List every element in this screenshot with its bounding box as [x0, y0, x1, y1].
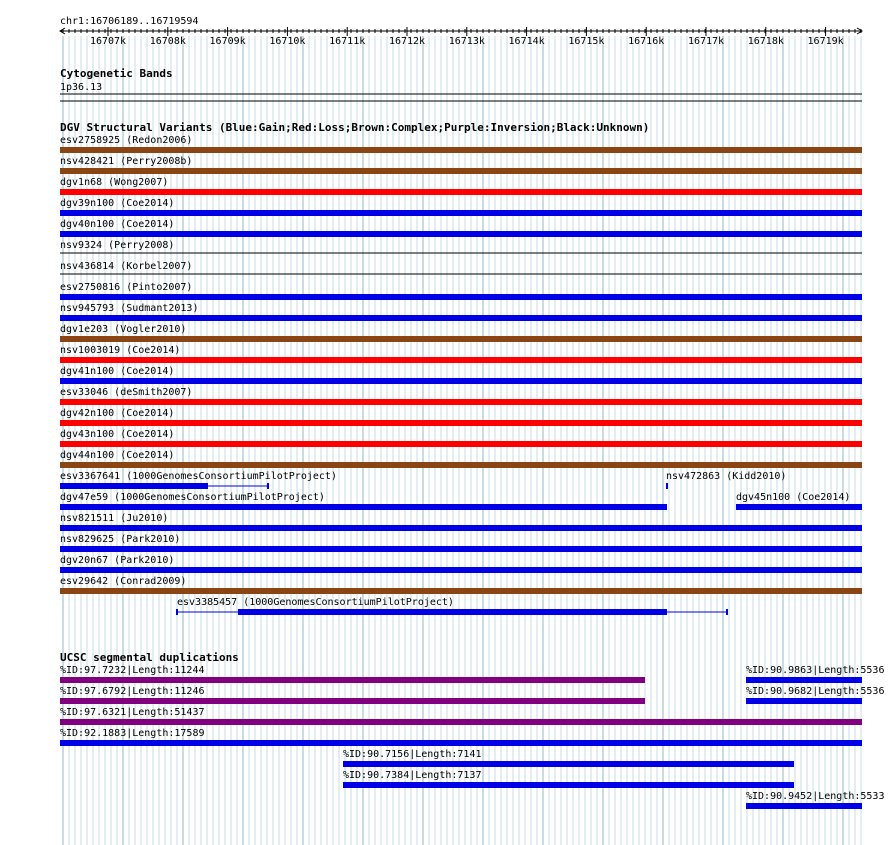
ruler-tick-labels: [90, 27, 844, 47]
cytoband-track[interactable]: [60, 67, 862, 101]
cytoband-label: 1p36.13: [60, 82, 103, 93]
dgv-feature[interactable]: [60, 198, 862, 216]
dgv-feature[interactable]: [60, 576, 862, 594]
segdup-feature-bar: [746, 677, 862, 683]
region-label: chr1:16706189..16719594: [60, 16, 199, 27]
segdup-track-title: UCSC segmental duplications: [60, 651, 239, 664]
dgv-feature[interactable]: [60, 408, 862, 426]
dgv-feature-bar: [60, 210, 862, 216]
dgv-feature-bar: [60, 399, 862, 405]
dgv-feature-bar: [60, 378, 862, 384]
dgv-feature-label: esv2750816 (Pinto2007): [60, 282, 193, 293]
dgv-feature-label: dgv1e203 (Vogler2010): [60, 324, 187, 335]
dgv-feature-bar: [60, 567, 862, 573]
segdup-feature-bar: [343, 782, 794, 788]
ruler-tick-label: 16716k: [628, 36, 665, 47]
dgv-feature-bar: [60, 504, 667, 510]
dgv-feature[interactable]: [60, 219, 862, 237]
dgv-feature-label: esv3367641 (1000GenomesConsortiumPilotProject): [60, 471, 337, 482]
dgv-feature[interactable]: [60, 534, 862, 552]
dgv-feature-bar: [60, 147, 862, 153]
dgv-feature-label: esv33046 (deSmith2007): [60, 387, 193, 398]
segdup-feature-bar: [343, 761, 794, 767]
dgv-feature[interactable]: [666, 471, 786, 489]
dgv-feature-label: nsv1003019 (Coe2014): [60, 345, 181, 356]
dgv-feature-label: dgv43n100 (Coe2014): [60, 429, 175, 440]
dgv-feature-label: dgv45n100 (Coe2014): [736, 492, 851, 503]
segdup-feature-bar: [746, 698, 862, 704]
segdup-feature[interactable]: [60, 707, 862, 725]
dgv-features: [60, 135, 862, 615]
ruler-tick-label: 16714k: [508, 36, 545, 47]
segdup-feature-label: %ID:90.7384|Length:7137: [343, 770, 482, 781]
ruler-tick-label: 16718k: [747, 36, 784, 47]
segdup-track[interactable]: [60, 651, 884, 809]
dgv-feature[interactable]: [60, 135, 862, 153]
dgv-feature-label: nsv428421 (Perry2008b): [60, 156, 193, 167]
segdup-feature[interactable]: [60, 728, 862, 746]
dgv-feature-label: dgv39n100 (Coe2014): [60, 198, 175, 209]
dgv-feature-bar: [60, 231, 862, 237]
dgv-feature[interactable]: [60, 261, 862, 274]
ruler-tick-label: 16709k: [209, 36, 246, 47]
dgv-feature[interactable]: [60, 387, 862, 405]
dgv-feature-label: dgv44n100 (Coe2014): [60, 450, 175, 461]
dgv-feature[interactable]: [736, 492, 862, 510]
ruler-tick-label: 16715k: [568, 36, 605, 47]
segdup-feature-label: %ID:90.9682|Length:5536: [746, 686, 885, 697]
dgv-feature[interactable]: [60, 345, 862, 363]
dgv-feature-label: nsv829625 (Park2010): [60, 534, 181, 545]
dgv-feature-bar: [60, 483, 208, 489]
segdup-feature-label: %ID:97.6792|Length:11246: [60, 686, 205, 697]
segdup-feature-label: %ID:90.9863|Length:5536: [746, 665, 885, 676]
dgv-feature-bar: [238, 609, 667, 615]
ruler-tick-label: 16713k: [448, 36, 485, 47]
ruler-tick-label: 16707k: [89, 36, 127, 47]
dgv-feature[interactable]: [60, 366, 862, 384]
dgv-feature-bar: [60, 336, 862, 342]
dgv-feature-bar: [60, 546, 862, 552]
coordinate-ruler[interactable]: [60, 16, 862, 47]
segdup-feature-bar: [60, 719, 862, 725]
segdup-feature-bar: [746, 803, 862, 809]
dgv-feature-bar: [60, 294, 862, 300]
dgv-feature[interactable]: [60, 429, 862, 447]
segdup-feature[interactable]: [60, 686, 645, 704]
dgv-feature-bar: [60, 588, 862, 594]
dgv-feature-label: dgv42n100 (Coe2014): [60, 408, 175, 419]
dgv-feature[interactable]: [60, 513, 862, 531]
dgv-feature-label: nsv436814 (Korbel2007): [60, 261, 193, 272]
dgv-feature-bar: [60, 168, 862, 174]
segdup-feature[interactable]: [343, 770, 794, 788]
segdup-feature[interactable]: [746, 791, 884, 809]
dgv-feature-label: esv29642 (Conrad2009): [60, 576, 187, 587]
dgv-feature-label: nsv472863 (Kidd2010): [666, 471, 787, 482]
segdup-feature[interactable]: [343, 749, 794, 767]
segdup-feature-label: %ID:97.6321|Length:51437: [60, 707, 205, 718]
dgv-feature-label: esv2758925 (Redon2006): [60, 135, 193, 146]
segdup-features: [60, 665, 884, 809]
ruler-tick-label: 16710k: [269, 36, 306, 47]
dgv-feature-label: dgv20n67 (Park2010): [60, 555, 175, 566]
dgv-feature[interactable]: [60, 555, 862, 573]
dgv-feature-label: esv3385457 (1000GenomesConsortiumPilotProject): [177, 597, 454, 608]
segdup-feature-bar: [60, 698, 645, 704]
segdup-feature-label: %ID:97.7232|Length:11244: [60, 665, 205, 676]
segdup-feature-label: %ID:90.7156|Length:7141: [343, 749, 482, 760]
dgv-feature-bar: [60, 525, 862, 531]
segdup-feature-label: %ID:92.1883|Length:17589: [60, 728, 205, 739]
segdup-feature-bar: [60, 677, 645, 683]
dgv-feature-label: nsv821511 (Ju2010): [60, 513, 169, 524]
dgv-feature[interactable]: [60, 471, 337, 489]
cytoband-track-title: Cytogenetic Bands: [60, 67, 173, 80]
dgv-track[interactable]: [60, 121, 862, 615]
dgv-track-title: DGV Structural Variants (Blue:Gain;Red:Loss;Brown:Complex;Purple:Inversion;Black:Unknown): [60, 121, 650, 134]
dgv-feature-label: dgv1n68 (Wong2007): [60, 177, 169, 188]
ruler-tick-label: 16717k: [687, 36, 725, 47]
dgv-feature-label: nsv9324 (Perry2008): [60, 240, 175, 251]
dgv-feature[interactable]: [60, 282, 862, 300]
ruler-tick-label: 16719k: [807, 36, 844, 47]
dgv-feature[interactable]: [60, 303, 862, 321]
dgv-feature-bar: [60, 420, 862, 426]
dgv-feature[interactable]: [60, 324, 862, 342]
dgv-feature-bar: [60, 462, 862, 468]
segdup-feature-bar: [60, 740, 862, 746]
dgv-feature[interactable]: [60, 450, 862, 468]
segdup-feature[interactable]: [746, 686, 884, 704]
dgv-feature-label: nsv945793 (Sudmant2013): [60, 303, 199, 314]
dgv-feature-label: dgv41n100 (Coe2014): [60, 366, 175, 377]
dgv-feature-bar: [736, 504, 862, 510]
dgv-feature-label: dgv47e59 (1000GenomesConsortiumPilotProject): [60, 492, 325, 503]
ruler-tick-label: 16712k: [388, 36, 426, 47]
dgv-feature-bar: [60, 189, 862, 195]
dgv-feature[interactable]: [60, 177, 862, 195]
ruler-tick-label: 16711k: [329, 36, 366, 47]
dgv-feature[interactable]: [60, 156, 862, 174]
dgv-feature-bar: [60, 315, 862, 321]
segdup-feature-label: %ID:90.9452|Length:5533: [746, 791, 885, 802]
segdup-feature[interactable]: [60, 665, 645, 683]
segdup-feature[interactable]: [746, 665, 884, 683]
dgv-feature-bar: [60, 357, 862, 363]
dgv-feature[interactable]: [60, 240, 862, 253]
dgv-feature-label: dgv40n100 (Coe2014): [60, 219, 175, 230]
dgv-feature-bar: [60, 441, 862, 447]
ruler-tick-label: 16708k: [149, 36, 186, 47]
